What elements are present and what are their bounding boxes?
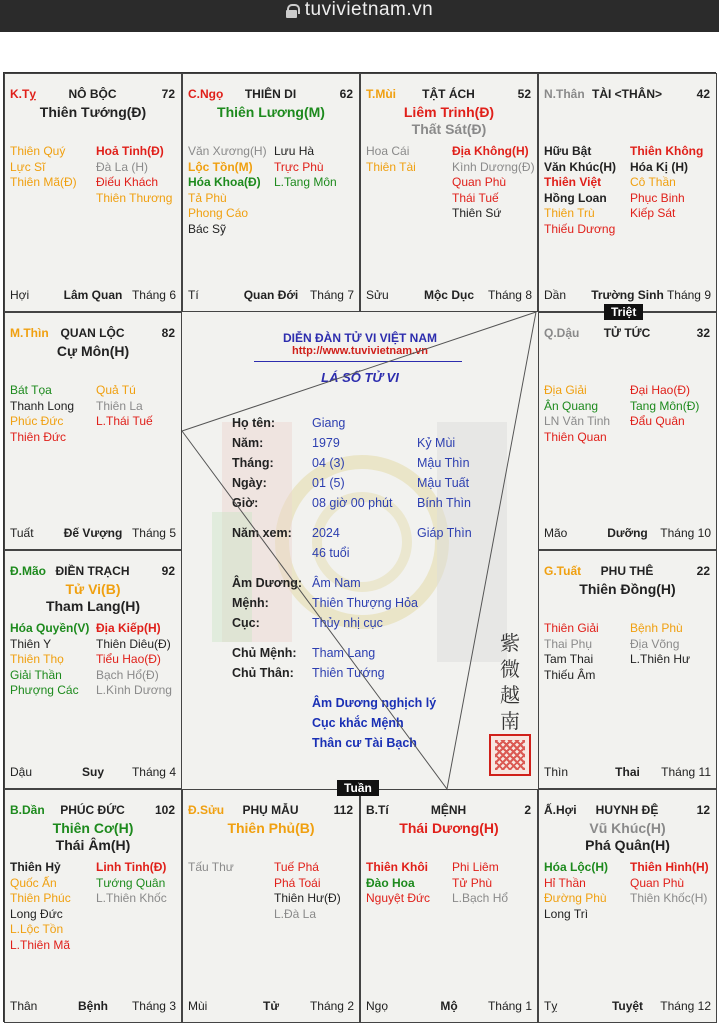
- star-item: L.Bạch Hổ: [452, 891, 509, 905]
- star-item: Kiếp Sát: [630, 206, 676, 220]
- palace-name: PHỤ MẪU: [242, 803, 299, 817]
- palace-footer: [366, 999, 532, 1013]
- seal-stamp-icon: [489, 734, 531, 776]
- palace-cell-tuat: [538, 550, 717, 789]
- palace-number: 112: [333, 803, 353, 817]
- day-label: Ngày:: [232, 476, 267, 490]
- star-item: Phi Liêm: [452, 860, 499, 874]
- left-stars: [10, 383, 74, 445]
- tuan-tag: Tuần: [337, 780, 379, 796]
- branch-label: Q.Dậu: [544, 326, 580, 340]
- footer-stage: Dưỡng: [607, 526, 648, 540]
- star-item: Văn Xương(H): [188, 144, 267, 158]
- star-item: Hữu Bật: [544, 144, 592, 158]
- star-item: Quốc Ấn: [10, 875, 57, 890]
- star-item: Phượng Các: [10, 683, 79, 697]
- left-stars: [188, 860, 234, 876]
- main-stars: [183, 820, 359, 837]
- main-stars: [361, 104, 537, 138]
- right-stars: [630, 621, 690, 668]
- star-item: Thiên Giải: [544, 621, 599, 635]
- palace-cell-thin: [4, 312, 182, 550]
- star-item: Thiên Y: [10, 636, 52, 651]
- palace-footer: [188, 999, 354, 1013]
- footer-branch: Hợi: [10, 288, 30, 302]
- star-item: Thiên Diêu(Đ): [96, 636, 171, 651]
- chart-title: LÁ SỐ TỬ VI: [321, 370, 399, 385]
- hanzi-column: [494, 630, 526, 734]
- star-item: Phục Binh: [630, 190, 685, 205]
- main-stars: [5, 343, 181, 360]
- branch-label: Ấ.Hợi: [544, 803, 577, 817]
- main-star: Tử Vi(B): [65, 581, 121, 597]
- palace-header: [544, 803, 710, 818]
- star-item: L.Lộc Tồn: [10, 922, 64, 936]
- footer-month: Tháng 6: [131, 288, 176, 302]
- star-item: Tam Thai: [544, 652, 594, 666]
- branch-label: K.Tỵ: [10, 87, 37, 101]
- star-item: Thiên Không: [630, 144, 704, 158]
- star-item: Ân Quang: [544, 398, 599, 413]
- star-item: Địa Không(H): [452, 144, 529, 158]
- palace-footer: [10, 999, 176, 1013]
- footer-branch: Tỵ: [544, 999, 558, 1013]
- star-item: Thiên Khốc(H): [630, 891, 708, 905]
- footer-branch: Dậu: [10, 765, 33, 779]
- star-item: L.Thiên Mã: [10, 937, 71, 952]
- star-item: Đường Phù: [544, 891, 607, 905]
- palace-header: [10, 564, 175, 579]
- footer-stage: Tuyệt: [611, 999, 644, 1013]
- palace-cell-mao: [4, 550, 182, 789]
- right-stars: [452, 860, 508, 907]
- star-item: L.Thiên Khốc: [96, 891, 167, 905]
- footer-branch: Dần: [544, 288, 567, 302]
- branch-label: C.Ngọ: [188, 87, 224, 101]
- star-item: Thanh Long: [10, 398, 75, 413]
- left-stars: [188, 144, 267, 237]
- branch-label: Đ.Mão: [10, 564, 46, 578]
- month-label: Tháng:: [232, 456, 274, 470]
- palace-name: PHU THÊ: [600, 564, 654, 578]
- palace-cell-suu: [182, 789, 360, 1023]
- star-item: Thiên Trù: [544, 206, 595, 220]
- footer-stage: Thai: [615, 765, 640, 779]
- star-item: Địa Kiếp(H): [96, 621, 161, 635]
- palace-number: 82: [161, 326, 175, 340]
- star-item: Tướng Quân: [96, 875, 166, 890]
- main-star: Thiên Đồng(H): [579, 581, 676, 597]
- main-star: Thiên Cơ(H): [52, 820, 134, 836]
- footer-month: Tháng 9: [666, 288, 711, 302]
- forum-title: DIỄN ĐÀN TỬ VI VIỆT NAM: [283, 331, 437, 345]
- star-item: Thiếu Âm: [544, 667, 596, 682]
- main-star: Liêm Trinh(Đ): [403, 104, 495, 120]
- palace-cell-ty: [4, 73, 182, 312]
- branch-label: Đ.Sửu: [188, 803, 225, 817]
- footer-stage: Quan Đới: [243, 288, 299, 302]
- footer-branch: Tuất: [10, 526, 34, 540]
- star-item: Thiếu Dương: [544, 221, 616, 236]
- star-item: Nguyệt Đức: [366, 891, 431, 905]
- palace-cell-dau: [538, 312, 717, 550]
- star-item: L.Kình Dương: [96, 683, 172, 697]
- main-star: Phá Quân(H): [585, 837, 670, 853]
- note-3: Thân cư Tài Bạch: [312, 736, 417, 750]
- footer-stage: Mộ: [440, 999, 458, 1013]
- view-year-label: Năm xem:: [232, 526, 292, 540]
- main-stars: [539, 581, 716, 598]
- right-stars: [274, 860, 341, 922]
- chu-menh-label: Chủ Mệnh:: [232, 646, 297, 660]
- footer-month: Tháng 2: [309, 999, 354, 1013]
- palace-name: TỬ TỨC: [603, 326, 651, 340]
- cuc-label: Cục:: [232, 616, 260, 630]
- star-item: Hóa Kị (H): [630, 159, 688, 174]
- star-item: Tiểu Hao(Đ): [96, 652, 161, 666]
- palace-cell-than: [538, 73, 717, 312]
- right-stars: [630, 860, 709, 907]
- palace-name: NÔ BỘC: [68, 87, 117, 101]
- star-item: Thiên Quan: [544, 429, 607, 444]
- star-item: Phá Toái: [274, 875, 321, 890]
- month-canchi: Mậu Thìn: [417, 456, 470, 470]
- left-stars: [366, 860, 430, 907]
- main-star: Thiên Tướng(Đ): [39, 104, 147, 120]
- palace-header: [10, 326, 175, 341]
- right-stars: [274, 144, 337, 191]
- hour-value: 08 giờ 00 phút: [312, 496, 393, 510]
- footer-month: Tháng 7: [309, 288, 354, 302]
- star-item: Hóa Lộc(H): [544, 860, 608, 874]
- star-item: Thái Tuế: [452, 190, 499, 205]
- star-item: L.Thái Tuế: [96, 414, 153, 428]
- star-item: Phúc Đức: [10, 414, 64, 428]
- star-item: Thiên Mã(Đ): [10, 175, 77, 189]
- star-item: Điếu Khách: [96, 175, 159, 189]
- palace-number: 92: [161, 564, 175, 578]
- footer-month: Tháng 4: [131, 765, 176, 779]
- star-item: Linh Tinh(Đ): [96, 860, 167, 874]
- main-star: Thiên Lương(M): [217, 104, 325, 120]
- footer-stage: Trường Sinh: [591, 288, 664, 302]
- star-item: Phong Cáo: [188, 206, 249, 220]
- palace-name: THIÊN DI: [244, 87, 297, 101]
- branch-label: G.Tuất: [544, 564, 582, 578]
- palace-name: PHÚC ĐỨC: [60, 803, 125, 817]
- center-info-panel: [182, 312, 538, 789]
- star-item: Tấu Thư: [188, 860, 234, 874]
- left-stars: [10, 621, 89, 699]
- right-stars: [96, 621, 172, 699]
- amduong-label: Âm Dương:: [232, 576, 303, 590]
- chu-than-value: Thiên Tướng: [312, 666, 385, 680]
- palace-cell-mui: [360, 73, 538, 312]
- palace-header: [10, 803, 175, 818]
- star-item: Bát Tọa: [10, 383, 52, 397]
- right-stars: [96, 144, 172, 206]
- star-item: Thiên Khôi: [366, 860, 428, 874]
- star-item: Kình Dương(Đ): [452, 159, 535, 174]
- star-item: Bệnh Phù: [630, 621, 683, 635]
- star-item: Thiên Phúc: [10, 891, 71, 905]
- note-2: Cục khắc Mệnh: [312, 716, 404, 730]
- main-stars: [5, 104, 181, 121]
- footer-branch: Tí: [188, 288, 199, 302]
- palace-number: 2: [524, 803, 531, 817]
- palace-footer: [544, 526, 711, 540]
- star-item: Tuế Phá: [274, 860, 319, 874]
- star-item: Quả Tú: [96, 383, 136, 397]
- footer-branch: Mùi: [188, 999, 208, 1013]
- palace-header: [10, 87, 175, 102]
- amduong-value: Âm Nam: [312, 576, 361, 590]
- star-item: Thiên Quý: [10, 144, 66, 158]
- footer-stage: Suy: [81, 765, 104, 779]
- palace-number: 12: [696, 803, 710, 817]
- right-stars: [96, 860, 167, 907]
- star-item: Thiên Sứ: [452, 206, 502, 220]
- star-item: Bác Sỹ: [188, 221, 227, 236]
- footer-stage: Lâm Quan: [63, 288, 123, 302]
- palace-number: 52: [517, 87, 531, 101]
- footer-month: Tháng 11: [661, 765, 711, 779]
- palace-header: [188, 87, 353, 102]
- main-stars: [361, 820, 537, 837]
- star-item: Cô Thần: [630, 175, 676, 189]
- palace-cell-hoi: [538, 789, 717, 1023]
- star-item: Đẩu Quân: [630, 414, 685, 428]
- star-item: Hóa Quyền(V): [10, 621, 90, 635]
- star-item: Hoả Tinh(Đ): [96, 144, 164, 158]
- palace-footer: [544, 765, 711, 779]
- day-value: 01 (5): [312, 476, 345, 490]
- month-value: 04 (3): [312, 456, 345, 470]
- palace-header: [366, 87, 531, 102]
- footer-stage: Mộc Dục: [423, 288, 474, 302]
- title-divider: [254, 361, 462, 362]
- name-label: Họ tên:: [232, 416, 276, 430]
- main-stars: [183, 104, 359, 121]
- main-star: Tham Lang(H): [45, 598, 141, 614]
- left-stars: [544, 621, 599, 683]
- left-stars: [544, 383, 610, 445]
- cuc-value: Thủy nhị cục: [312, 616, 383, 630]
- star-item: Đà La (H): [96, 159, 149, 174]
- palace-header: [544, 564, 710, 579]
- star-item: Đại Hao(Đ): [630, 383, 691, 397]
- main-star: Cự Môn(H): [56, 343, 130, 359]
- hanzi-char: 越: [500, 683, 520, 707]
- footer-branch: Mão: [544, 526, 568, 540]
- footer-month: Tháng 5: [131, 526, 176, 540]
- palace-footer: [544, 999, 711, 1013]
- hanzi-char: 微: [500, 657, 520, 681]
- palace-footer: [10, 765, 176, 779]
- palace-cell-ti: [360, 789, 538, 1023]
- star-item: Địa Võng: [630, 636, 680, 651]
- star-item: Thiên Tài: [366, 159, 416, 174]
- lock-icon: [286, 4, 297, 17]
- star-item: Lộc Tồn(M): [188, 159, 253, 174]
- main-star: Thất Sát(Đ): [411, 121, 487, 137]
- star-item: Tang Môn(Đ): [630, 398, 700, 413]
- star-item: Long Đức: [10, 906, 63, 921]
- main-stars: [5, 820, 181, 854]
- branch-label: M.Thìn: [10, 326, 49, 340]
- palace-header: [188, 803, 353, 818]
- palace-number: 42: [696, 87, 710, 101]
- palace-header: [366, 803, 531, 818]
- star-item: Thiên La: [96, 398, 143, 413]
- left-stars: [544, 144, 616, 237]
- star-item: Hoa Cái: [366, 144, 410, 158]
- branch-label: B.Tí: [366, 803, 389, 817]
- name-value: Giang: [312, 416, 346, 430]
- star-item: Giải Thần: [10, 667, 62, 682]
- palace-footer: [366, 288, 532, 302]
- star-item: Tử Phù: [452, 875, 493, 890]
- left-stars: [544, 860, 608, 922]
- palace-name: HUYNH ĐỆ: [595, 803, 659, 817]
- palace-header: [544, 87, 710, 102]
- browser-address-bar[interactable]: [0, 0, 719, 32]
- footer-stage: Bệnh: [78, 999, 108, 1013]
- star-item: Văn Khúc(H): [544, 159, 616, 174]
- year-canchi: Kỷ Mùi: [417, 436, 456, 450]
- year-label: Năm:: [232, 436, 264, 450]
- menh-value: Thiên Thượng Hỏa: [312, 596, 418, 610]
- right-stars: [452, 144, 535, 222]
- palace-name: TÀI <THÂN>: [591, 87, 662, 101]
- right-stars: [630, 383, 699, 430]
- footer-month: Tháng 12: [660, 999, 711, 1013]
- view-year-value: 2024: [312, 526, 340, 540]
- star-item: Lực Sĩ: [10, 159, 46, 174]
- hanzi-char: 南: [500, 709, 520, 733]
- footer-stage: Tử: [262, 999, 280, 1013]
- palace-name: ĐIỀN TRẠCH: [55, 564, 130, 578]
- palace-cell-dan: [4, 789, 182, 1023]
- palace-number: 62: [339, 87, 353, 101]
- star-item: Lưu Hà: [274, 144, 315, 158]
- branch-label: N.Thân: [544, 87, 585, 101]
- star-item: L.Đà La: [274, 906, 317, 921]
- footer-branch: Ngọ: [366, 999, 389, 1013]
- palace-number: 102: [154, 803, 175, 817]
- footer-month: Tháng 10: [660, 526, 711, 540]
- footer-branch: Sửu: [366, 288, 389, 302]
- chu-than-label: Chủ Thân:: [232, 666, 294, 680]
- left-stars: [10, 144, 77, 191]
- age-value: 46 tuổi: [312, 546, 350, 560]
- star-item: Trực Phù: [274, 159, 324, 174]
- star-item: Bạch Hổ(Đ): [96, 667, 159, 682]
- star-item: Thiên Hỷ: [10, 860, 61, 874]
- star-item: L.Thiên Hư: [630, 652, 691, 666]
- chu-menh-value: Tham Lang: [312, 646, 376, 660]
- day-canchi: Mậu Tuất: [417, 476, 470, 490]
- main-star: Thái Dương(H): [399, 820, 499, 836]
- view-year-canchi: Giáp Thìn: [417, 526, 472, 540]
- star-item: Thiên Thương: [96, 190, 173, 205]
- right-stars: [96, 383, 153, 430]
- main-star: Thái Âm(H): [55, 837, 131, 853]
- left-stars: [10, 860, 71, 953]
- palace-name: QUAN LỘC: [60, 326, 125, 340]
- star-item: L.Tang Môn: [274, 175, 337, 189]
- palace-name: TẬT ÁCH: [422, 87, 475, 101]
- footer-month: Tháng 3: [131, 999, 176, 1013]
- palace-cell-ngo: [182, 73, 360, 312]
- year-value: 1979: [312, 436, 340, 450]
- main-stars: [539, 820, 716, 854]
- star-item: LN Văn Tinh: [544, 414, 611, 428]
- hour-canchi: Bính Thìn: [417, 496, 471, 510]
- hanzi-char: 紫: [500, 631, 520, 655]
- branch-label: B.Dần: [10, 803, 45, 817]
- star-item: Quan Phù: [630, 875, 685, 890]
- star-item: Long Trì: [544, 906, 589, 921]
- note-1: Âm Dương nghịch lý: [312, 696, 437, 710]
- palace-header: [544, 326, 710, 341]
- palace-number: 32: [696, 326, 710, 340]
- footer-branch: Thân: [10, 999, 38, 1013]
- star-item: Thiên Hình(H): [630, 860, 709, 874]
- forum-url[interactable]: http://www.tuvivietnam.vn: [292, 345, 428, 357]
- branch-label: T.Mùi: [366, 87, 396, 101]
- footer-stage: Đế Vượng: [63, 526, 123, 540]
- triet-tag: Triệt: [604, 304, 643, 320]
- palace-name: MỆNH: [430, 803, 467, 817]
- palace-footer: [544, 288, 711, 302]
- main-star: Vũ Khúc(H): [589, 820, 666, 836]
- palace-footer: [10, 526, 176, 540]
- star-item: Quan Phù: [452, 175, 507, 189]
- right-stars: [630, 144, 703, 222]
- left-stars: [366, 144, 416, 175]
- palace-footer: [10, 288, 176, 302]
- palace-footer: [188, 288, 354, 302]
- footer-branch: Thìn: [544, 765, 569, 779]
- main-star: Thiên Phủ(B): [227, 820, 315, 836]
- star-item: Hóa Khoa(Đ): [188, 175, 261, 189]
- star-item: Hồng Loan: [544, 190, 607, 205]
- menh-label: Mệnh:: [232, 596, 269, 610]
- horoscope-chart: [3, 72, 716, 1022]
- palace-number: 22: [696, 564, 710, 578]
- footer-month: Tháng 1: [487, 999, 532, 1013]
- star-item: Thai Phụ: [544, 636, 593, 651]
- palace-number: 72: [161, 87, 175, 101]
- star-item: Thiên Đức: [10, 429, 67, 444]
- star-item: Địa Giải: [544, 383, 587, 397]
- star-item: Thiên Thọ: [10, 652, 64, 666]
- hour-label: Giờ:: [232, 496, 259, 510]
- star-item: Tả Phù: [188, 190, 227, 205]
- star-item: Đào Hoa: [366, 875, 415, 890]
- main-stars: [5, 581, 181, 615]
- star-item: Thiên Hư(Đ): [274, 891, 341, 905]
- star-item: Thiên Việt: [544, 175, 602, 189]
- star-item: Hỉ Thần: [544, 875, 586, 890]
- footer-month: Tháng 8: [487, 288, 532, 302]
- url-text: tuvivietnam.vn: [304, 0, 434, 20]
